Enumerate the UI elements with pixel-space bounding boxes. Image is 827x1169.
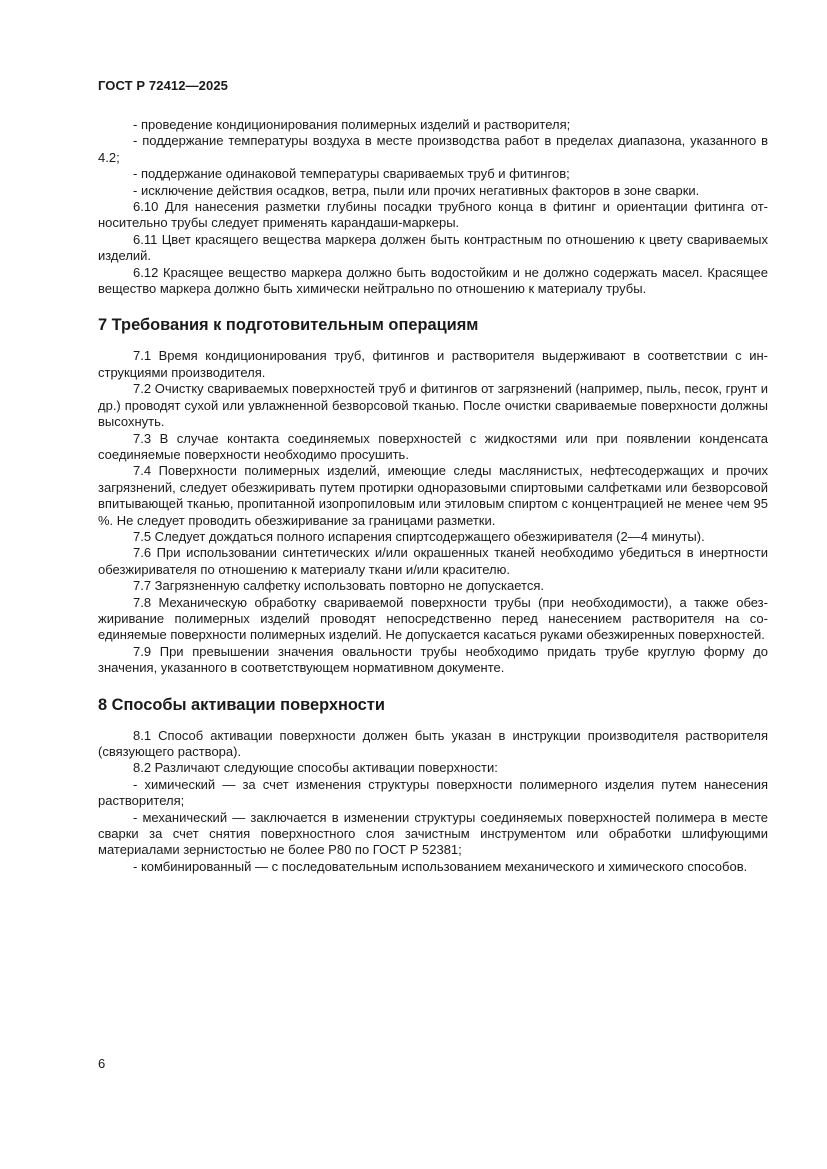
paragraph-6-12: 6.12 Красящее вещество маркера должно быть водостойким и не должно содержать масел. Красящее вещество маркера должно быть химически нейтрально по отношению к материалу трубы.: [98, 264, 768, 297]
list-item: - поддержание одинаковой температуры свариваемых труб и фитингов;: [133, 166, 570, 182]
paragraph-7-5: 7.5 Следует дождаться полного испарения спиртсодержащего обезжиривателя (2—4 минуты).: [133, 528, 705, 544]
page-number: 6: [98, 1056, 106, 1071]
section-7-heading: 7 Требования к подготовительным операциям: [98, 316, 479, 335]
paragraph-7-8: 7.8 Механическую обработку свариваемой поверхности трубы (при необходимости), а также обезжиривание полимерных изделий проводят непосредственно перед нанесением растворителя на соединяемые поверхности полимерных изделий. Не допускается касаться руками обезжиренных поверхностей.: [98, 594, 768, 643]
page-body: [98, 117, 768, 875]
paragraph-7-4: 7.4 Поверхности полимерных изделий, имеющие следы маслянистых, нефтесодержащих и прочих загрязнений, следует обезжиривать путем протирки одноразовыми спиртовыми салфетками или безворсовой впитывающей тканью, пропитанной изопропиловым или этиловым спиртом с концентрацией не менее чем 95 %. Не следует проводить обезжиривание за границами разметки.: [98, 463, 768, 528]
list-item: - химический — за счет изменения структуры поверхности полимерного изделия путем нанесения растворителя;: [98, 776, 768, 809]
paragraph-8-2: 8.2 Различают следующие способы активации поверхности:: [133, 760, 498, 776]
list-item: - проведение кондиционирования полимерных изделий и растворителя;: [133, 117, 571, 132]
paragraph-6-10: 6.10 Для нанесения разметки глубины посадки трубного конца в фитинг и ориентации фитинга относительно трубы следует применять карандаши-маркеры.: [98, 199, 768, 231]
paragraph-7-1: 7.1 Время кондиционирования труб, фитингов и растворителя выдерживают в соответствии с инструкциями производителя.: [98, 348, 768, 380]
section-8-heading: 8 Способы активации поверхности: [98, 695, 385, 714]
paragraph-7-9: 7.9 При превышении значения овальности трубы необходимо придать трубе круглую форму до значения, указанного в соответствующем нормативном документе.: [98, 643, 768, 676]
list-item: - механический — заключается в изменении структуры соединяемых поверхностей полимера в месте сварки за счет снятия поверхностного слоя зачистным инструментом или обработки шлифующими материалами зернистостью не более Р80 по ГОСТ Р 52381;: [98, 809, 768, 858]
paragraph-7-6: 7.6 При использовании синтетических и/или окрашенных тканей необходимо убедиться в инертности обезжиривателя по отношению к материалу ткани и/или красителю.: [98, 545, 768, 577]
list-item: - исключение действия осадков, ветра, пыли или прочих негативных факторов в зоне сварки.: [133, 182, 700, 198]
paragraph-7-3: 7.3 В случае контакта соединяемых поверхностей с жидкостями или при появлении конденсата соединяемые поверхности необходимо просушить.: [98, 430, 768, 462]
document-header: ГОСТ Р 72412—2025: [98, 78, 228, 93]
paragraph-7-7: 7.7 Загрязненную салфетку использовать повторно не допускается.: [133, 578, 544, 594]
paragraph-7-2: 7.2 Очистку свариваемых поверхностей труб и фитингов от загрязнений (например, пыль, песок, грунт и др.) проводят сухой или увлажненной безворсовой тканью. После очистки свариваемые поверхности должны высохнуть.: [98, 381, 768, 430]
list-item: - комбинированный — с последовательным использованием механического и химического способов.: [133, 858, 748, 874]
paragraph-6-11: 6.11 Цвет красящего вещества маркера должен быть контрастным по отношению к цвету свариваемых изделий.: [98, 231, 768, 264]
list-item: - поддержание температуры воздуха в месте производства работ в пределах диапазона, указанного в 4.2;: [98, 133, 768, 165]
paragraph-8-1: 8.1 Способ активации поверхности должен быть указан в инструкции производителя растворителя (связующего раствора).: [98, 727, 768, 759]
